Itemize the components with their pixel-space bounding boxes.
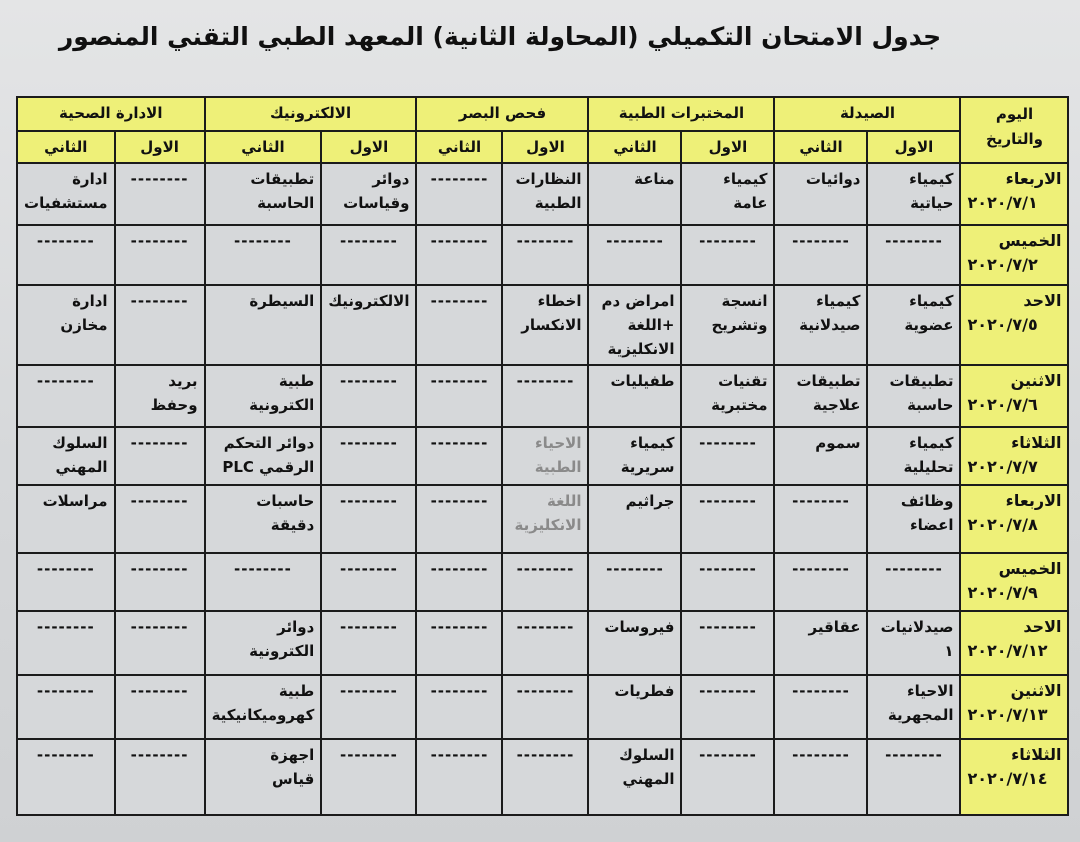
subject-cell [416,163,502,225]
subject-cell [867,163,960,225]
subject-name: دوائر الكترونية [249,618,315,660]
subject-cell [205,427,322,485]
day-date-cell [960,365,1068,427]
empty-slot-dashes: -------- [430,292,489,310]
header-stage-first: الاول [502,131,588,163]
subject-cell [502,365,588,427]
empty-slot-dashes: -------- [516,618,575,636]
subject-cell [774,611,867,675]
empty-slot-dashes: -------- [130,746,189,764]
subject-name: تطبيقات الحاسبة [250,170,315,212]
day-name: الاثنين [1010,371,1062,390]
schedule-row [17,427,1068,485]
day-date-cell [960,675,1068,739]
subject-cell [115,163,205,225]
subject-name: كيمياء حياتية [909,170,954,212]
day-date-cell [960,739,1068,815]
empty-slot-dashes: -------- [130,682,189,700]
subject-cell [416,611,502,675]
subject-cell [17,285,115,365]
day-name: الثلاثاء [1011,745,1062,764]
subject-cell [416,675,502,739]
empty-slot-dashes: -------- [339,492,398,510]
empty-slot-dashes: -------- [792,492,850,510]
subject-cell [205,739,322,815]
empty-slot-dashes: -------- [699,492,757,510]
subject-cell [681,225,774,285]
header-department-optometry: فحص البصر [416,97,588,131]
subject-cell [774,739,867,815]
empty-slot-dashes: -------- [130,492,189,510]
empty-slot-dashes: -------- [36,682,95,700]
subject-cell [502,553,588,611]
subject-cell [205,365,322,427]
subject-name: تطبيقات علاجية [796,372,861,414]
day-name: الاربعاء [1005,491,1062,510]
exam-date: ٢٠٢٠/٧/١٤ [967,769,1048,788]
subject-cell [502,225,588,285]
empty-slot-dashes: -------- [339,560,398,578]
empty-slot-dashes: -------- [130,292,189,310]
subject-name: كيمياء تحليلية [903,434,954,476]
subject-name: فطريات [614,682,675,700]
subject-cell [774,485,867,553]
empty-slot-dashes: -------- [36,618,95,636]
subject-cell [321,285,416,365]
empty-slot-dashes: -------- [430,170,489,188]
subject-cell [205,553,322,611]
day-date-cell [960,225,1068,285]
subject-cell [681,611,774,675]
subject-cell [17,427,115,485]
subject-cell [502,427,588,485]
subject-cell [502,611,588,675]
subject-cell [588,163,681,225]
subject-cell [502,285,588,365]
empty-slot-dashes: -------- [792,682,850,700]
subject-cell [115,553,205,611]
subject-name: طفيليات [610,372,675,390]
subject-cell [681,427,774,485]
subject-name: اخطاء الانكسار [521,292,582,334]
subject-cell [867,739,960,815]
subject-cell [681,485,774,553]
subject-name: الاحياء المجهرية [887,682,954,724]
exam-date: ٢٠٢٠/٧/٨ [967,515,1038,534]
subject-name: الالكترونيك [328,292,410,310]
subject-cell [588,553,681,611]
subject-name: حاسبات دقيقة [256,492,315,534]
subject-cell [17,485,115,553]
schedule-row [17,365,1068,427]
empty-slot-dashes: -------- [234,560,292,578]
empty-slot-dashes: -------- [430,492,489,510]
subject-cell [588,427,681,485]
subject-cell [502,485,588,553]
subject-cell [867,427,960,485]
subject-cell [502,675,588,739]
subject-name: وظائف اعضاء [900,492,954,534]
subject-cell [588,225,681,285]
empty-slot-dashes: -------- [234,232,292,250]
empty-slot-dashes: -------- [606,232,664,250]
subject-cell [205,225,322,285]
schedule-row [17,163,1068,225]
schedule-row [17,485,1068,553]
day-name: الخميس [998,559,1062,578]
empty-slot-dashes: -------- [516,560,575,578]
subject-name: كيمياء صيدلانية [799,292,861,334]
empty-slot-dashes: -------- [130,232,189,250]
subject-cell [774,163,867,225]
empty-slot-dashes: -------- [339,232,398,250]
empty-slot-dashes: -------- [430,746,489,764]
subject-name: الاحياء الطبية [534,434,582,476]
exam-date: ٢٠٢٠/٧/٥ [967,315,1038,334]
schedule-row [17,611,1068,675]
empty-slot-dashes: -------- [339,746,398,764]
subject-cell [416,739,502,815]
empty-slot-dashes: -------- [885,746,943,764]
subject-name: بريد وحفظ [150,372,198,414]
subject-name: مراسلات [42,492,108,510]
empty-slot-dashes: -------- [516,372,575,390]
schedule-row [17,553,1068,611]
subject-cell [321,225,416,285]
day-date-cell [960,611,1068,675]
empty-slot-dashes: -------- [430,372,489,390]
header-department-pharmacy: الصيدلة [774,97,960,131]
subject-cell [205,163,322,225]
empty-slot-dashes: -------- [430,682,489,700]
subject-cell [416,485,502,553]
empty-slot-dashes: -------- [130,560,189,578]
empty-slot-dashes: -------- [516,746,575,764]
subject-name: السلوك المهني [619,746,675,788]
subject-cell [681,675,774,739]
subject-cell [115,485,205,553]
subject-cell [867,553,960,611]
empty-slot-dashes: -------- [516,682,575,700]
day-name: الاثنين [1010,681,1062,700]
day-date-cell [960,285,1068,365]
subject-cell [115,427,205,485]
day-date-cell [960,485,1068,553]
empty-slot-dashes: -------- [339,618,398,636]
empty-slot-dashes: -------- [430,560,489,578]
empty-slot-dashes: -------- [792,746,850,764]
empty-slot-dashes: -------- [699,682,757,700]
empty-slot-dashes: -------- [516,232,575,250]
empty-slot-dashes: -------- [792,560,850,578]
subject-cell [867,365,960,427]
subject-cell [867,225,960,285]
subject-name: السيطرة [249,292,315,310]
day-name: الاحد [1023,617,1062,636]
subject-cell [416,365,502,427]
subject-cell [774,285,867,365]
empty-slot-dashes: -------- [430,434,489,452]
subject-name: طبية الكترونية [249,372,315,414]
subject-cell [205,285,322,365]
subject-cell [588,485,681,553]
subject-cell [115,675,205,739]
empty-slot-dashes: -------- [130,618,189,636]
day-name: الاحد [1023,291,1062,310]
subject-cell [321,675,416,739]
subject-name: السلوك المهني [52,434,108,476]
subject-cell [774,553,867,611]
exam-date: ٢٠٢٠/٧/٢ [967,255,1038,274]
subject-name: تطبيقات حاسبة [889,372,954,414]
subject-name: عقاقير [808,618,861,636]
empty-slot-dashes: -------- [699,560,757,578]
header-department-electronics: الالكترونيك [205,97,417,131]
subject-name: دوائر التحكم الرقمي PLC [222,434,315,476]
subject-name: تقنيات مختبرية [711,372,768,414]
empty-slot-dashes: -------- [130,434,189,452]
header-stage-second: الثاني [17,131,115,163]
header-department-health-admin: الادارة الصحية [17,97,205,131]
subject-cell [681,553,774,611]
subject-cell [17,553,115,611]
subject-cell [681,285,774,365]
subject-cell [321,611,416,675]
empty-slot-dashes: -------- [339,372,398,390]
subject-cell [774,427,867,485]
subject-name: صيدلانيات ١ [880,618,954,660]
day-name: الخميس [998,231,1062,250]
subject-name: اللغة الانكليزية [514,492,582,534]
empty-slot-dashes: -------- [792,232,850,250]
subject-cell [588,611,681,675]
header-department-medical-labs: المختبرات الطبية [588,97,774,131]
empty-slot-dashes: -------- [699,618,757,636]
subject-cell [588,675,681,739]
subject-cell [588,739,681,815]
subject-cell [321,427,416,485]
subject-cell [588,365,681,427]
header-stage-second: الثاني [774,131,867,163]
exam-date: ٢٠٢٠/٧/١٣ [967,705,1048,724]
subject-name: انسجة وتشريح [711,292,768,334]
exam-date: ٢٠٢٠/٧/٩ [967,583,1038,602]
subject-cell [416,285,502,365]
schedule-row [17,739,1068,815]
subject-cell [115,285,205,365]
subject-cell [681,365,774,427]
header-stage-first: الاول [867,131,960,163]
subject-cell [502,163,588,225]
subject-name: دوائر وقياسات [343,170,410,212]
subject-cell [205,485,322,553]
day-date-cell [960,163,1068,225]
empty-slot-dashes: -------- [885,560,943,578]
empty-slot-dashes: -------- [885,232,943,250]
empty-slot-dashes: -------- [36,372,95,390]
empty-slot-dashes: -------- [606,560,664,578]
subject-name: فيروسات [604,618,675,636]
subject-cell [321,163,416,225]
subject-cell [115,225,205,285]
subject-cell [115,739,205,815]
subject-cell [115,365,205,427]
subject-cell [17,225,115,285]
subject-name: ادارة مخازن [60,292,108,334]
subject-cell [416,427,502,485]
exam-schedule-table [16,96,1069,816]
subject-name: كيمياء عضوية [904,292,954,334]
subject-cell [502,739,588,815]
subject-cell [867,485,960,553]
schedule-row [17,225,1068,285]
subject-name: دوائيات [805,170,861,188]
subject-cell [681,163,774,225]
subject-name: امراض دم +اللغة الانكليزية [601,292,675,358]
header-stage-second: الثاني [588,131,681,163]
subject-cell [321,365,416,427]
exam-date: ٢٠٢٠/٧/٦ [967,395,1038,414]
subject-cell [867,285,960,365]
subject-cell [17,163,115,225]
empty-slot-dashes: -------- [339,682,398,700]
subject-cell [321,739,416,815]
subject-cell [774,675,867,739]
schedule-row [17,285,1068,365]
header-stage-second: الثاني [416,131,502,163]
header-stage-second: الثاني [205,131,322,163]
subject-cell [17,675,115,739]
empty-slot-dashes: -------- [430,232,489,250]
empty-slot-dashes: -------- [130,170,189,188]
page-title: جدول الامتحان التكميلي (المحاولة الثانية) المعهد الطبي التقني المنصور [58,22,942,51]
empty-slot-dashes: -------- [699,746,757,764]
empty-slot-dashes: -------- [699,434,757,452]
header-stage-first: الاول [321,131,416,163]
subject-cell [867,611,960,675]
exam-date: ٢٠٢٠/٧/١٢ [967,641,1048,660]
subject-name: طبية كهروميكانيكية [211,682,315,724]
subject-cell [205,675,322,739]
day-date-cell [960,427,1068,485]
subject-cell [416,225,502,285]
schedule-row [17,675,1068,739]
subject-cell [17,739,115,815]
header-day-date: اليوم والتاريخ [960,97,1068,163]
subject-name: ادارة مستشفيات [24,170,108,212]
subject-name: مناعة [634,170,675,188]
subject-name: سموم [815,434,861,452]
subject-cell [774,225,867,285]
day-date-cell [960,553,1068,611]
subject-cell [17,611,115,675]
header-stage-first: الاول [681,131,774,163]
subject-cell [774,365,867,427]
subject-name: كيمياء سريرية [620,434,675,476]
empty-slot-dashes: -------- [699,232,757,250]
subject-cell [588,285,681,365]
subject-cell [681,739,774,815]
day-name: الاربعاء [1005,169,1062,188]
day-name: الثلاثاء [1011,433,1062,452]
subject-name: جراثيم [625,492,675,510]
header-stage-first: الاول [115,131,205,163]
subject-cell [867,675,960,739]
subject-name: كيمياء عامة [723,170,768,212]
subject-cell [321,553,416,611]
exam-date: ٢٠٢٠/٧/٧ [967,457,1038,476]
empty-slot-dashes: -------- [36,560,95,578]
empty-slot-dashes: -------- [36,232,95,250]
subject-cell [17,365,115,427]
empty-slot-dashes: -------- [339,434,398,452]
subject-name: النظارات الطبية [515,170,582,212]
subject-cell [416,553,502,611]
subject-cell [115,611,205,675]
subject-cell [321,485,416,553]
exam-date: ٢٠٢٠/٧/١ [967,193,1038,212]
empty-slot-dashes: -------- [430,618,489,636]
subject-name: اجهزة قياس [270,746,315,788]
empty-slot-dashes: -------- [36,746,95,764]
subject-cell [205,611,322,675]
